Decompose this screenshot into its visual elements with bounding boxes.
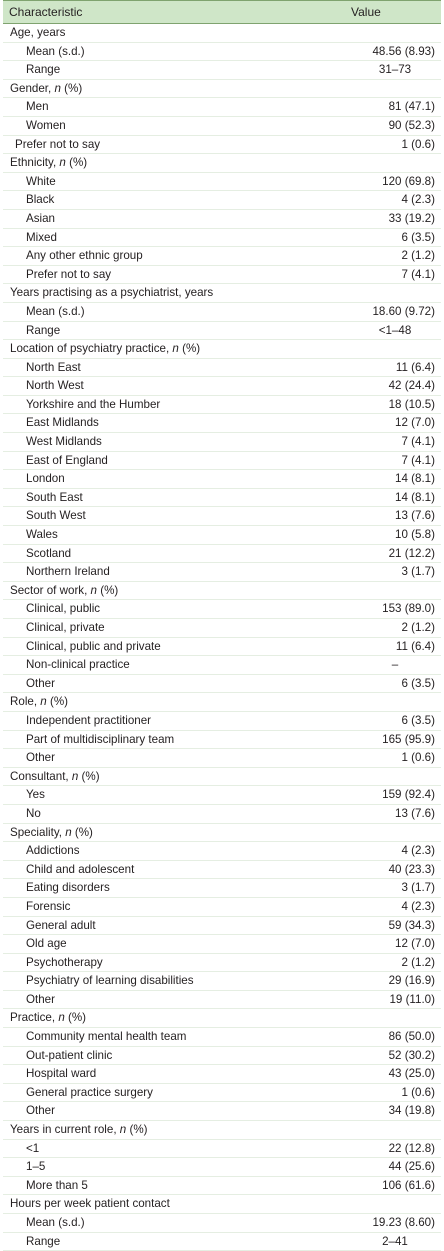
row-value: 14 (8.1) bbox=[395, 472, 435, 486]
row-label bbox=[3, 210, 333, 228]
row-label bbox=[3, 526, 333, 544]
table-row bbox=[3, 136, 441, 155]
label-text: London bbox=[26, 472, 65, 486]
row-value: 7 (4.1) bbox=[401, 267, 435, 281]
label-italic: n bbox=[54, 81, 61, 95]
row-label bbox=[3, 898, 333, 916]
row-value: 106 (61.6) bbox=[382, 1178, 435, 1192]
row-label bbox=[3, 396, 333, 414]
row-value: 159 (92.4) bbox=[382, 788, 435, 802]
row-value: 18 (10.5) bbox=[388, 397, 435, 411]
table-row bbox=[3, 1233, 441, 1251]
row-value: 44 (25.6) bbox=[388, 1160, 435, 1174]
section-label bbox=[3, 1009, 441, 1027]
row-value: 22 (12.8) bbox=[388, 1141, 435, 1155]
row-value: 40 (23.3) bbox=[388, 862, 435, 876]
row-label bbox=[3, 1140, 333, 1158]
label-text: Age, years bbox=[10, 26, 66, 39]
table-row bbox=[3, 954, 441, 973]
table-row bbox=[3, 359, 441, 378]
row-value: 19 (11.0) bbox=[389, 992, 435, 1006]
row-label bbox=[3, 229, 333, 247]
table-row bbox=[3, 452, 441, 471]
section-label bbox=[3, 1195, 441, 1213]
row-label bbox=[3, 917, 333, 935]
label-italic: n bbox=[58, 1011, 65, 1025]
label-suffix: (%) bbox=[178, 342, 201, 356]
row-value: 6 (3.5) bbox=[401, 713, 435, 727]
label-suffix: (%) bbox=[65, 156, 88, 170]
table-row bbox=[3, 545, 441, 564]
label-text: Hours per week patient contact bbox=[10, 1197, 170, 1211]
section-row bbox=[3, 24, 441, 43]
row-label bbox=[3, 43, 333, 61]
label-text: Other bbox=[26, 751, 55, 765]
label-text: Range bbox=[26, 323, 61, 337]
label-text: Non-clinical practice bbox=[26, 658, 130, 672]
table-row bbox=[3, 619, 441, 638]
label-italic: n bbox=[40, 695, 47, 709]
table-row bbox=[3, 898, 441, 917]
table-row bbox=[3, 917, 441, 936]
row-value: 43 (25.0) bbox=[388, 1067, 435, 1081]
label-text: Years practising as a psychiatrist, years bbox=[10, 286, 214, 300]
row-label bbox=[3, 935, 333, 953]
table-row bbox=[3, 414, 441, 433]
table-row bbox=[3, 991, 441, 1010]
label-text: East of England bbox=[26, 453, 108, 467]
label-text: Yorkshire and the Humber bbox=[26, 397, 161, 411]
row-value: 4 (2.3) bbox=[401, 193, 435, 207]
table-row bbox=[3, 972, 441, 991]
section-label bbox=[3, 24, 441, 42]
table-row bbox=[3, 1158, 441, 1177]
row-label bbox=[3, 489, 333, 507]
section-row bbox=[3, 824, 441, 843]
label-italic: n bbox=[71, 769, 79, 783]
row-value: 34 (19.8) bbox=[388, 1104, 435, 1118]
row-value: 153 (89.0) bbox=[382, 602, 435, 616]
section-label bbox=[3, 1121, 441, 1139]
section-row bbox=[3, 582, 441, 601]
label-text: Child and adolescent bbox=[26, 862, 135, 876]
label-text: Women bbox=[26, 118, 66, 132]
section-row bbox=[3, 1195, 441, 1214]
label-text: Men bbox=[26, 100, 49, 114]
row-value: 1 (0.6) bbox=[401, 137, 435, 151]
label-text: Mixed bbox=[26, 230, 57, 244]
row-value: 19.23 (8.60) bbox=[372, 1216, 435, 1229]
row-value: 11 (6.4) bbox=[395, 639, 435, 653]
row-label bbox=[3, 266, 333, 284]
row-value: 10 (5.8) bbox=[395, 528, 435, 542]
row-value: 29 (16.9) bbox=[388, 974, 435, 988]
row-label bbox=[3, 656, 349, 674]
label-text: Hospital ward bbox=[26, 1067, 97, 1081]
row-label bbox=[3, 972, 333, 990]
label-text: Out-patient clinic bbox=[26, 1048, 113, 1062]
row-value: 2 (1.2) bbox=[401, 621, 435, 634]
row-value: <1–48 bbox=[378, 323, 412, 337]
table-row bbox=[3, 377, 441, 396]
table-row bbox=[3, 1140, 441, 1159]
label-text: Part of multidisciplinary team bbox=[26, 732, 175, 746]
table-row bbox=[3, 675, 441, 694]
label-text: Eating disorders bbox=[26, 881, 110, 895]
row-value: 59 (34.3) bbox=[388, 918, 435, 932]
section-label bbox=[3, 154, 441, 172]
table-row bbox=[3, 433, 441, 452]
label-text: Mean (s.d.) bbox=[26, 1216, 85, 1229]
row-label bbox=[3, 377, 333, 395]
label-text: Any other ethnic group bbox=[26, 249, 143, 263]
table-row bbox=[3, 43, 441, 62]
label-text: Range bbox=[26, 1234, 61, 1248]
row-label bbox=[3, 731, 333, 749]
row-value: 48.56 (8.93) bbox=[372, 44, 435, 58]
row-value: 2–41 bbox=[382, 1234, 408, 1248]
section-label bbox=[3, 582, 441, 600]
label-text: White bbox=[26, 174, 56, 188]
label-text: Wales bbox=[26, 528, 58, 542]
section-row bbox=[3, 80, 441, 99]
table-row bbox=[3, 98, 441, 117]
label-text: Speciality, bbox=[10, 825, 66, 839]
row-value: 31–73 bbox=[378, 63, 412, 77]
label-text: General adult bbox=[26, 918, 96, 932]
row-value: 6 (3.5) bbox=[401, 676, 435, 690]
row-label bbox=[3, 359, 333, 377]
table-row bbox=[3, 731, 441, 750]
label-text: North East bbox=[26, 360, 81, 374]
table-row bbox=[3, 842, 441, 861]
label-text: South West bbox=[26, 509, 86, 523]
label-text: No bbox=[26, 806, 41, 820]
row-value: 165 (95.9) bbox=[382, 732, 435, 746]
table-row bbox=[3, 1102, 441, 1121]
section-row bbox=[3, 284, 441, 303]
table-row bbox=[3, 117, 441, 136]
label-text: South East bbox=[26, 490, 83, 504]
row-value: 7 (4.1) bbox=[401, 435, 435, 449]
section-label bbox=[3, 693, 441, 711]
label-text: Years in current role, bbox=[10, 1123, 120, 1137]
section-label bbox=[3, 340, 441, 358]
label-text: Psychiatry of learning disabilities bbox=[26, 974, 194, 988]
row-label bbox=[3, 786, 333, 804]
row-label bbox=[3, 470, 333, 488]
row-label bbox=[3, 1233, 349, 1251]
table-row bbox=[3, 173, 441, 192]
row-value: 4 (2.3) bbox=[401, 899, 435, 913]
row-label bbox=[3, 414, 333, 432]
table-row bbox=[3, 1065, 441, 1084]
label-italic: n bbox=[172, 342, 179, 356]
label-text: Consultant, bbox=[10, 769, 72, 783]
table-row bbox=[3, 712, 441, 731]
row-label bbox=[3, 247, 333, 265]
section-label bbox=[3, 824, 441, 842]
label-text: Forensic bbox=[26, 899, 71, 913]
header-characteristic: Characteristic bbox=[9, 5, 83, 19]
label-text: Independent practitioner bbox=[26, 713, 152, 727]
row-value: 81 (47.1) bbox=[388, 100, 435, 114]
row-label bbox=[3, 507, 333, 525]
row-value: 3 (1.7) bbox=[401, 881, 435, 895]
table-row bbox=[3, 210, 441, 229]
label-text: General practice surgery bbox=[26, 1085, 153, 1099]
table-row bbox=[3, 1177, 441, 1196]
row-value: 42 (24.4) bbox=[388, 379, 435, 393]
table-row bbox=[3, 470, 441, 489]
table-header bbox=[3, 0, 441, 24]
row-label bbox=[3, 173, 333, 191]
row-value: 90 (52.3) bbox=[388, 118, 435, 132]
section-row bbox=[3, 340, 441, 359]
table-row bbox=[3, 322, 441, 341]
table-row bbox=[3, 1047, 441, 1066]
row-value: 3 (1.7) bbox=[401, 565, 435, 579]
table-row bbox=[3, 563, 441, 582]
label-text: Prefer not to say bbox=[26, 267, 112, 281]
row-label bbox=[3, 117, 333, 135]
label-text: Role, bbox=[10, 695, 41, 709]
label-text: Psychotherapy bbox=[26, 955, 103, 969]
table-row bbox=[3, 656, 441, 675]
label-text: Mean (s.d.) bbox=[26, 304, 85, 318]
row-value: 13 (7.6) bbox=[395, 509, 435, 523]
row-label bbox=[3, 1084, 333, 1102]
row-label bbox=[3, 98, 333, 116]
row-label bbox=[3, 805, 333, 823]
row-label bbox=[3, 1177, 333, 1195]
label-text: Yes bbox=[26, 788, 45, 802]
table-row bbox=[3, 749, 441, 768]
label-text: Practice, bbox=[10, 1011, 59, 1025]
label-text: Mean (s.d.) bbox=[26, 44, 85, 58]
table-row bbox=[3, 935, 441, 954]
label-text: Other bbox=[26, 676, 55, 690]
section-label bbox=[3, 80, 441, 98]
table-row bbox=[3, 489, 441, 508]
row-label bbox=[3, 563, 333, 581]
label-text: More than 5 bbox=[26, 1178, 88, 1192]
row-label bbox=[3, 1214, 333, 1232]
row-label bbox=[3, 1047, 333, 1065]
row-value: 21 (12.2) bbox=[388, 546, 435, 560]
row-label bbox=[3, 1065, 333, 1083]
table-row bbox=[3, 396, 441, 415]
row-value: 1 (0.6) bbox=[401, 751, 435, 765]
label-italic: n bbox=[65, 825, 72, 839]
label-text: Clinical, public bbox=[26, 602, 101, 616]
label-suffix: (%) bbox=[64, 1011, 87, 1025]
label-text: Other bbox=[26, 1104, 55, 1118]
table-row bbox=[3, 805, 441, 824]
row-label bbox=[3, 322, 349, 340]
table-row bbox=[3, 507, 441, 526]
row-value: 4 (2.3) bbox=[401, 844, 435, 858]
row-label bbox=[3, 191, 333, 209]
row-label bbox=[3, 136, 333, 154]
row-label bbox=[3, 675, 333, 693]
section-label bbox=[3, 284, 441, 302]
section-row bbox=[3, 1121, 441, 1140]
label-text: 1–5 bbox=[26, 1160, 46, 1174]
table-row bbox=[3, 861, 441, 880]
label-text: Other bbox=[26, 992, 55, 1006]
table-row bbox=[3, 191, 441, 210]
row-value: 14 (8.1) bbox=[395, 490, 435, 504]
row-value: 13 (7.6) bbox=[395, 806, 435, 820]
label-text: Range bbox=[26, 63, 61, 77]
row-label bbox=[3, 861, 333, 879]
label-text: North West bbox=[26, 379, 84, 393]
row-value: 6 (3.5) bbox=[401, 230, 435, 244]
row-value: 120 (69.8) bbox=[382, 174, 435, 188]
table-row bbox=[3, 303, 441, 322]
label-suffix: (%) bbox=[71, 825, 93, 839]
label-italic: n bbox=[90, 583, 97, 597]
table-row bbox=[3, 786, 441, 805]
label-text: Clinical, public and private bbox=[26, 639, 161, 653]
row-label bbox=[3, 545, 333, 563]
table-row bbox=[3, 526, 441, 545]
label-text: Clinical, private bbox=[26, 621, 105, 634]
row-label bbox=[3, 1102, 333, 1120]
row-value: 12 (7.0) bbox=[395, 937, 435, 951]
row-label bbox=[3, 600, 333, 618]
table-row bbox=[3, 247, 441, 266]
section-row bbox=[3, 768, 441, 787]
label-italic: n bbox=[59, 156, 66, 170]
row-label bbox=[3, 954, 333, 972]
header-value: Value bbox=[351, 5, 381, 19]
row-label bbox=[3, 749, 333, 767]
row-label bbox=[3, 1158, 333, 1176]
section-row bbox=[3, 693, 441, 712]
label-suffix: (%) bbox=[97, 583, 119, 597]
table-row bbox=[3, 879, 441, 898]
label-text: Community mental health team bbox=[26, 1030, 187, 1044]
row-value: 33 (19.2) bbox=[388, 211, 435, 225]
table-row bbox=[3, 1214, 441, 1233]
row-label bbox=[3, 433, 333, 451]
row-label bbox=[3, 991, 333, 1009]
row-value: 2 (1.2) bbox=[401, 249, 435, 263]
section-row bbox=[3, 154, 441, 173]
label-text: Asian bbox=[26, 211, 56, 225]
row-value: 1 (0.6) bbox=[401, 1085, 435, 1099]
section-row bbox=[3, 1009, 441, 1028]
row-label bbox=[3, 842, 333, 860]
row-value: 86 (50.0) bbox=[388, 1030, 435, 1044]
label-text: West Midlands bbox=[26, 435, 102, 449]
label-suffix: (%) bbox=[60, 81, 83, 95]
label-text: Ethnicity, bbox=[10, 156, 60, 170]
row-label bbox=[3, 879, 333, 897]
label-text: East Midlands bbox=[26, 416, 99, 430]
row-label bbox=[3, 452, 333, 470]
row-value: 18.60 (9.72) bbox=[372, 304, 435, 318]
row-label bbox=[3, 303, 333, 321]
row-value: 2 (1.2) bbox=[401, 955, 435, 969]
table-row bbox=[3, 638, 441, 657]
label-text: Scotland bbox=[26, 546, 72, 560]
label-text: <1 bbox=[26, 1141, 40, 1155]
row-value: 11 (6.4) bbox=[395, 360, 435, 374]
row-label bbox=[3, 619, 333, 637]
row-label bbox=[3, 712, 333, 730]
table-row bbox=[3, 1084, 441, 1103]
label-text: Black bbox=[26, 193, 55, 207]
label-italic: n bbox=[119, 1123, 127, 1137]
table-row bbox=[3, 600, 441, 619]
label-text: Sector of work, bbox=[10, 583, 91, 597]
label-suffix: (%) bbox=[78, 769, 100, 783]
label-text: Addictions bbox=[26, 844, 80, 858]
row-value: 12 (7.0) bbox=[395, 416, 435, 430]
label-text: Location of psychiatry practice, bbox=[10, 342, 173, 356]
section-label bbox=[3, 768, 441, 786]
table-body bbox=[3, 24, 441, 1251]
label-text: Prefer not to say bbox=[15, 137, 101, 151]
label-text: Northern Ireland bbox=[26, 565, 110, 579]
label-text: Gender, bbox=[10, 81, 55, 95]
row-value: 52 (30.2) bbox=[388, 1048, 435, 1062]
table-row bbox=[3, 229, 441, 248]
row-label bbox=[3, 1028, 333, 1046]
row-label bbox=[3, 638, 333, 656]
label-suffix: (%) bbox=[126, 1123, 148, 1137]
row-label bbox=[3, 61, 349, 79]
label-suffix: (%) bbox=[46, 695, 69, 709]
row-value: 7 (4.1) bbox=[401, 453, 435, 467]
table-row bbox=[3, 1028, 441, 1047]
row-value: – bbox=[391, 658, 399, 672]
table-row bbox=[3, 266, 441, 285]
label-text: Old age bbox=[26, 937, 67, 951]
table-row bbox=[3, 61, 441, 80]
